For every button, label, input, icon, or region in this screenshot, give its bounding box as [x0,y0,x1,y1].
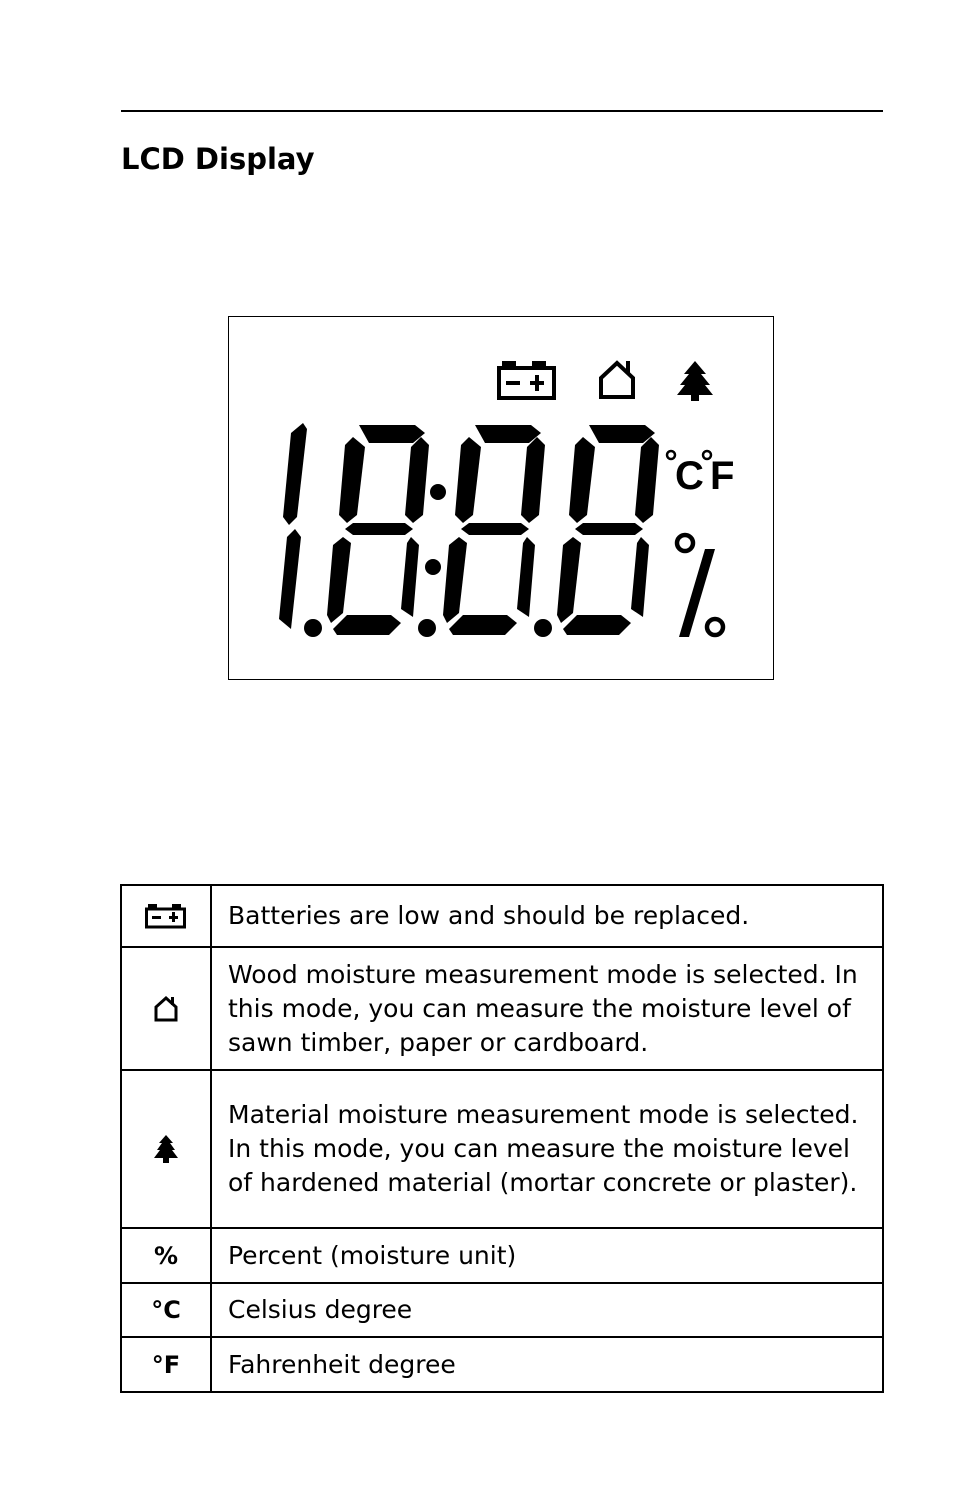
table-row [121,947,883,1070]
lcd-battery-icon [499,361,554,398]
lcd-digit-4 [557,425,659,635]
top-rule [121,110,883,112]
battery-icon [144,902,188,930]
lcd-display-illustration [228,316,774,680]
table-row [121,1337,883,1392]
symbol-cell [121,885,211,947]
lcd-digit-3 [443,425,552,637]
lcd-tree-icon [677,361,713,401]
description-cell: Batteries are low and should be replaced. [211,885,883,947]
description-cell: Celsius degree [211,1283,883,1337]
table-row [121,885,883,947]
symbol-celsius: °C [121,1283,211,1337]
lcd-segments [229,317,775,681]
description-cell: Percent (moisture unit) [211,1228,883,1283]
lcd-digit-2 [327,425,446,637]
description-cell: Wood moisture measurement mode is selected. In this mode, you can measure the moisture level of sawn timber, paper or cardboard. [211,947,883,1070]
svg-text:F: F [710,454,735,498]
table-row [121,1283,883,1337]
table-row [121,1070,883,1228]
house-icon [152,995,180,1023]
description-cell: Material moisture measurement mode is selected. In this mode, you can measure the moisture level of hardened material (mortar concrete or plaster). [211,1070,883,1228]
lcd-unit-fahrenheit [703,451,734,498]
lcd-house-icon [601,361,633,397]
symbol-fahrenheit: °F [121,1337,211,1392]
section-title: LCD Display [121,142,315,176]
lcd-percent-sign [677,535,723,637]
symbol-cell [121,947,211,1070]
table-row [121,1228,883,1283]
symbol-cell [121,1070,211,1228]
symbol-percent: % [121,1228,211,1283]
svg-text:C: C [675,454,704,498]
lcd-unit-celsius [667,451,704,498]
description-cell: Fahrenheit degree [211,1337,883,1392]
lcd-digit-1 [279,423,322,637]
lcd-symbol-legend-table [120,884,884,1393]
tree-icon [152,1133,180,1165]
